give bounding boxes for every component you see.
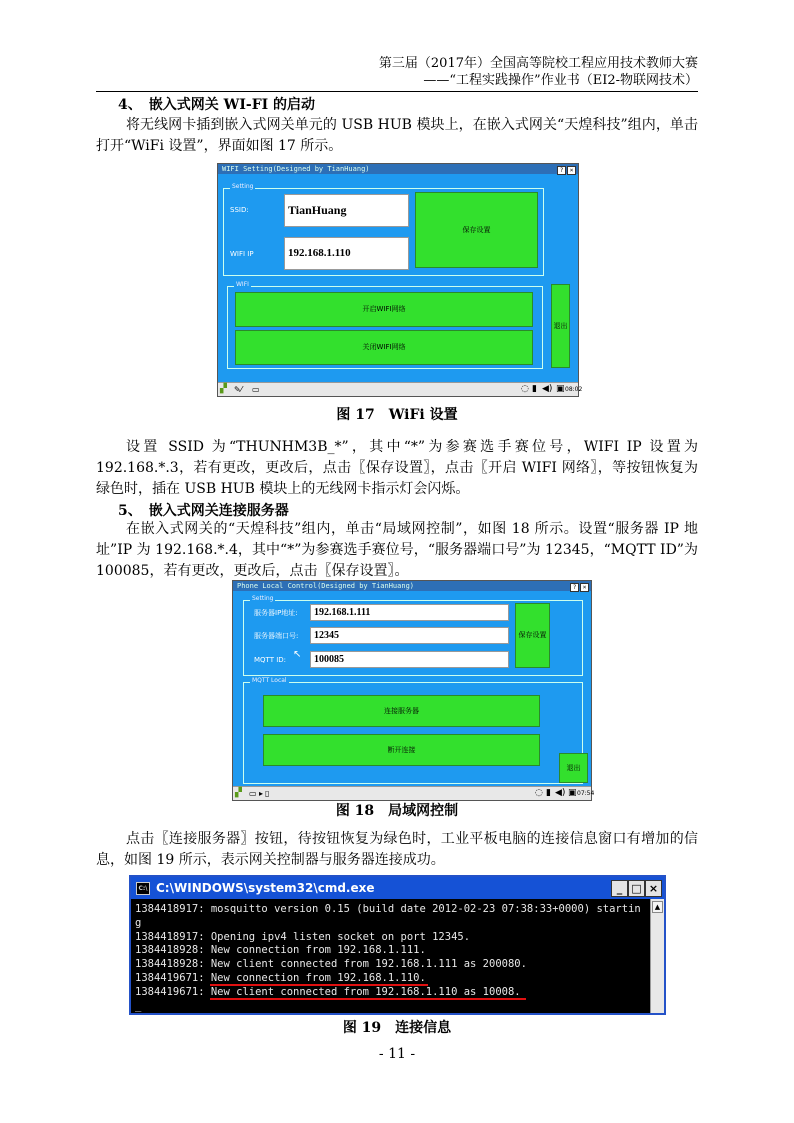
figure-17-caption: 图 17 WiFi 设置 (336, 407, 458, 423)
scrollbar[interactable] (650, 899, 664, 1013)
mqtt-id-input[interactable]: 100085 (310, 651, 509, 668)
cmd-line: 1384419671: New connection from 192.168.1.110. (135, 971, 426, 984)
save-settings-button[interactable]: 保存设置 (415, 192, 538, 268)
paragraph-after-fig17: 设置 SSID 为“THUNHM3B_*”，其中“*”为参赛选手赛位号，WIFI IP 设置为 192.168.*.3，若有更改，更改后，点击〖保存设置〗，点击〖开启 WIFI 网络〗，等按钮恢复为绿色时，插在 USB HUB 模块上的无线网卡指示灯会闪烁。 (96, 439, 698, 497)
figure-18-caption: 图 18 局域网控制 (335, 803, 459, 819)
header-rule (96, 91, 698, 92)
tools-icon[interactable]: ✎⁄ (234, 385, 243, 394)
taskbar (218, 382, 583, 396)
start-icon[interactable]: ▞ (235, 788, 242, 798)
display-icon: ▣ (556, 384, 565, 394)
help-button[interactable]: ? (557, 166, 566, 175)
help-button[interactable]: ? (570, 583, 579, 592)
mqtt-group-label: MQTT Local (252, 677, 287, 684)
setting-group-label: Setting (232, 183, 254, 190)
ssid-input[interactable]: TianHuang (284, 194, 409, 227)
cmd-line: 1384419671: New client connected from 192.168.1.110 as 10008. (135, 985, 521, 998)
window-icon[interactable]: ▸ (259, 789, 264, 798)
display-icon: ▣ (568, 788, 577, 798)
wifi-setting-window (217, 163, 583, 397)
server-port-label: 服务器端口号: (254, 632, 299, 640)
window-titlebar (218, 164, 578, 174)
header-line-1: 第三届（2017年）全国高等院校工程应用技术教师大赛 (378, 56, 698, 71)
header-line-2: ——“工程实践操作”作业书（EI2-物联网技术） (423, 73, 698, 88)
cmd-line: 1384418928: New connection from 192.168.1.111. (135, 944, 426, 957)
taskbar (233, 786, 595, 800)
close-wifi-button[interactable]: 关闭WIFI网络 (235, 330, 533, 365)
exit-button[interactable]: 退出 (551, 284, 570, 368)
battery-icon: ▮ (546, 788, 551, 798)
tools-icon[interactable]: ▭ (249, 789, 257, 798)
section-5-paragraph: 在嵌入式网关的“天煌科技”组内，单击“局域网控制”，如图 18 所示。设置“服务器 IP 地址”IP 为 192.168.*.4，其中“*”为参赛选手赛位号，“服务器端口号”为 12345，“MQTT ID”为 100085，若有更改，更改后，点击〖保存设置〗。 (96, 521, 698, 579)
cmd-titlebar (131, 877, 664, 899)
local-control-window (232, 580, 595, 801)
ssid-label: SSID: (230, 206, 249, 214)
cmd-line: 1384418917: Opening ipv4 listen socket on port 12345. (135, 930, 471, 943)
connect-server-button[interactable]: 连接服务器 (263, 695, 540, 727)
section-4-heading: 4、 嵌入式网关 WI-FI 的启动 (118, 97, 316, 113)
disconnect-button[interactable]: 断开连接 (263, 734, 540, 766)
close-button[interactable]: × (567, 166, 576, 175)
section-4-paragraph: 将无线网卡插到嵌入式网关单元的 USB HUB 模块上，在嵌入式网关“天煌科技”组内，单击打开“WiFi 设置”，界面如图 17 所示。 (96, 117, 698, 154)
volume-icon: ◀) (542, 384, 553, 394)
cursor-icon: ↖ (293, 649, 302, 660)
battery-icon: ▮ (532, 384, 537, 394)
close-button[interactable]: × (580, 583, 589, 592)
scroll-up-icon[interactable]: ▲ (652, 901, 663, 913)
window-icon[interactable]: ▭ (252, 385, 260, 394)
section-5-heading: 5、 嵌入式网关连接服务器 (118, 503, 289, 519)
close-button[interactable]: × (645, 880, 662, 897)
minimize-button[interactable]: _ (611, 880, 628, 897)
clock: 07:54 (577, 790, 595, 797)
setting-group-label: Setting (252, 595, 274, 602)
cmd-cursor: _ (135, 999, 142, 1012)
server-port-input[interactable]: 12345 (310, 627, 509, 644)
clock: 08:02 (565, 386, 583, 393)
cmd-icon: C:\ (136, 882, 150, 895)
highlight-underline-2 (210, 998, 526, 1000)
cmd-line: g (135, 916, 142, 929)
save-settings-button[interactable]: 保存设置 (515, 603, 550, 668)
wifi-group-label: WIFI (236, 281, 249, 288)
figure-19-caption: 图 19 连接信息 (342, 1020, 452, 1036)
wifi-ip-label: WIFI IP (230, 250, 254, 258)
paragraph-after-fig18: 点击〖连接服务器〗按钮，待按钮恢复为绿色时，工业平板电脑的连接信息窗口有增加的信息，如图 19 所示，表示网关控制器与服务器连接成功。 (96, 831, 698, 868)
window-title: Phone Local Control(Designed by TianHuang) (237, 582, 415, 590)
server-ip-input[interactable]: 192.168.1.111 (310, 604, 509, 621)
network-icon: ◌ (521, 384, 529, 394)
wifi-ip-input[interactable]: 192.168.1.110 (284, 237, 409, 270)
page-number: - 11 - (378, 1046, 416, 1062)
open-wifi-button[interactable]: 开启WIFI网络 (235, 292, 533, 327)
highlight-underline-1 (210, 984, 428, 986)
server-ip-label: 服务器IP地址: (254, 609, 298, 617)
app-icon[interactable]: ▯ (265, 789, 270, 798)
cmd-window (129, 875, 666, 1015)
window-titlebar (233, 581, 591, 591)
start-icon[interactable]: ▞ (220, 384, 227, 394)
cmd-line: 1384418928: New client connected from 192.168.1.111 as 200080. (135, 958, 527, 971)
maximize-button[interactable]: □ (628, 880, 645, 897)
cmd-output (135, 903, 641, 1013)
exit-button[interactable]: 退出 (559, 753, 588, 783)
volume-icon: ◀) (555, 788, 566, 798)
network-icon: ◌ (535, 788, 543, 798)
cmd-line: 1384418917: mosquitto version 0.15 (build date 2012-02-23 07:38:33+0000) startin (135, 903, 641, 915)
cmd-title: C:\WINDOWS\system32\cmd.exe (156, 881, 375, 895)
mqtt-id-label: MQTT ID: (254, 656, 287, 664)
window-title: WIFI Setting(Designed by TianHuang) (222, 165, 370, 173)
